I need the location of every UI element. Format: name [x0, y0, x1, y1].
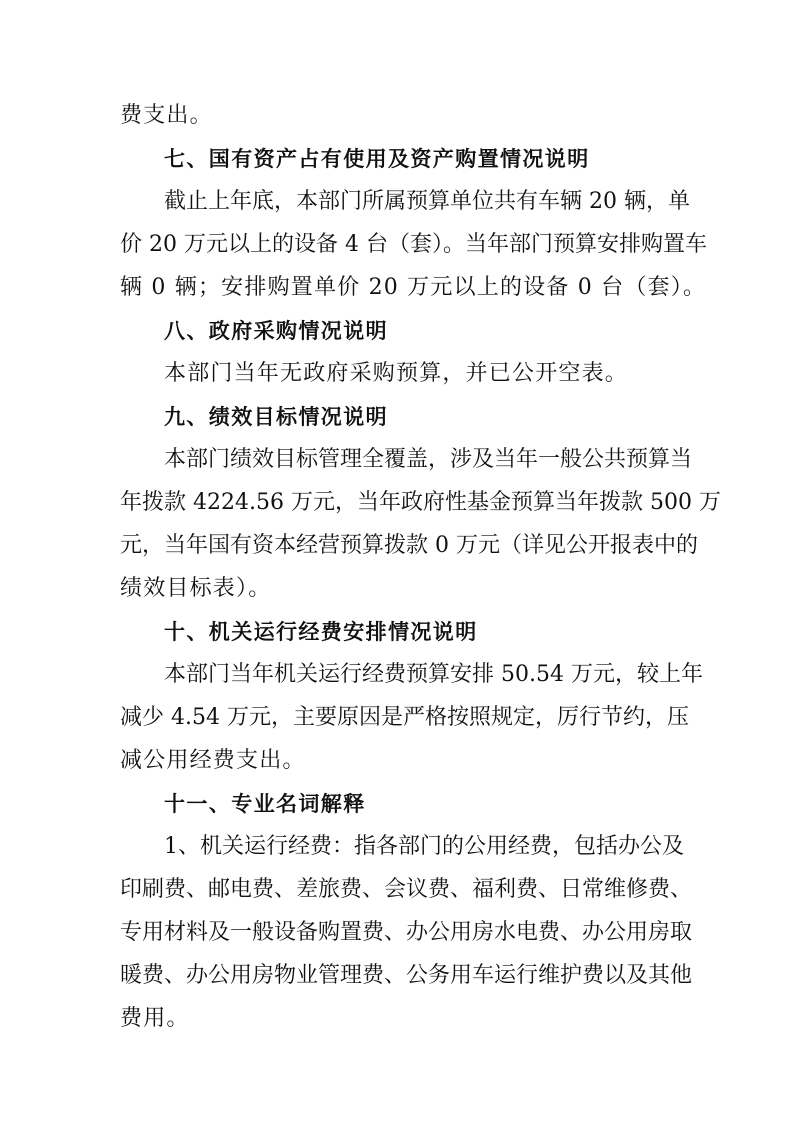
paragraph-line: 暖费、办公用房物业管理费、公务用车运行维护费以及其他 [120, 963, 693, 988]
section-heading-procurement: 八、政府采购情况说明 [164, 319, 388, 343]
paragraph-line: 减少 4.54 万元，主要原因是严格按照规定，厉行节约，压 [120, 705, 689, 730]
paragraph-line: 本部门绩效目标管理全覆盖，涉及当年一般公共预算当 [164, 447, 693, 472]
paragraph-line: 年拨款 4224.56 万元，当年政府性基金预算当年拨款 500 万 [120, 490, 721, 515]
section-heading-assets: 七、国有资产占有使用及资产购置情况说明 [164, 147, 590, 171]
paragraph-line: 价 20 万元以上的设备 4 台（套）。当年部门预算安排购置车 [120, 232, 707, 257]
section-heading-operating-expenses: 十、机关运行经费安排情况说明 [164, 620, 478, 644]
paragraph-line: 费用。 [120, 1006, 190, 1031]
paragraph-line: 1、机关运行经费：指各部门的公用经费，包括办公及 [164, 834, 684, 859]
paragraph-line: 元，当年国有资本经营预算拨款 0 万元（详见公开报表中的 [120, 533, 698, 558]
paragraph-line: 专用材料及一般设备购置费、办公用房水电费、办公用房取 [120, 920, 693, 945]
paragraph-line: 印刷费、邮电费、差旅费、会议费、福利费、日常维修费、 [120, 877, 693, 902]
section-heading-performance: 九、绩效目标情况说明 [164, 405, 388, 429]
paragraph-line: 辆 0 辆；安排购置单价 20 万元以上的设备 0 台（套）。 [120, 275, 707, 300]
section-heading-terms: 十一、专业名词解释 [164, 792, 366, 816]
paragraph-line: 本部门当年机关运行经费预算安排 50.54 万元，较上年 [164, 662, 703, 687]
paragraph-line: 截止上年底，本部门所属预算单位共有车辆 20 辆，单 [164, 189, 690, 214]
paragraph-line: 绩效目标表）。 [120, 576, 272, 601]
paragraph-line: 费支出。 [120, 103, 213, 128]
paragraph-line: 减公用经费支出。 [120, 748, 306, 773]
paragraph-line: 本部门当年无政府采购预算，并已公开空表。 [164, 361, 629, 386]
